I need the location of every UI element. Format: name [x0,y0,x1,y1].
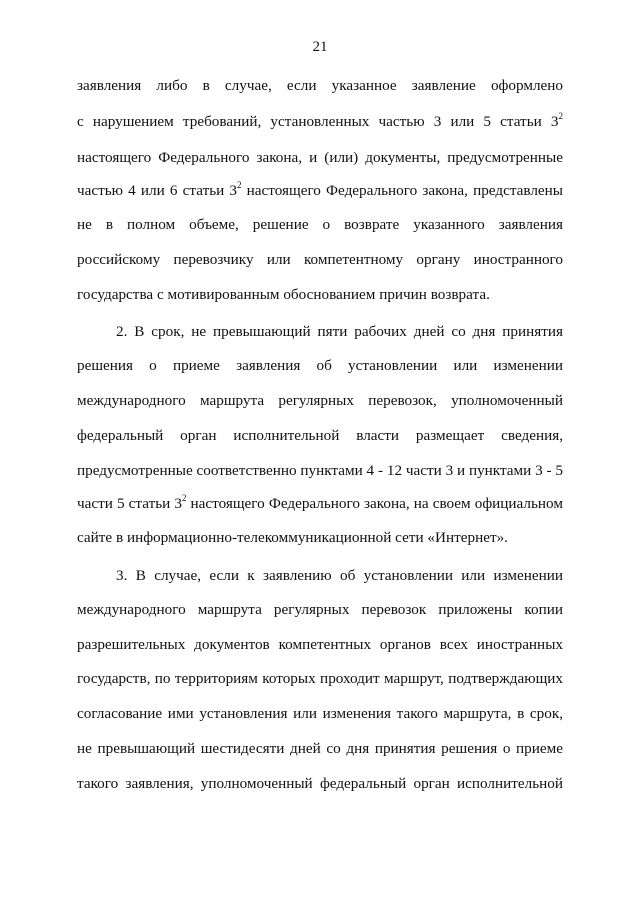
text-line: решения о приеме заявления об установлении или изменении [77,357,563,374]
text-line: российскому перевозчику или компетентному органу иностранного [77,251,563,268]
text-line: настоящего Федерального закона, и (или) документы, предусмотренные [77,149,563,166]
text-line: разрешительных документов компетентных органов всех иностранных [77,636,563,653]
superscript: 2 [181,492,187,503]
text-line: согласование ими установления или изменения такого маршрута, в срок, [77,705,563,722]
text-line: части 5 статьи $3^2$ настоящего Федерального закона, на своем официальном [77,492,563,512]
text-line: 3. В случае, если к заявлению об установлении или изменении [116,567,563,584]
superscript: 2 [558,110,563,121]
page-number: 21 [312,39,328,55]
text-line: международного маршрута регулярных перевозок, уполномоченный [77,392,563,409]
superscript: 2 [237,179,242,190]
text-line: международного маршрута регулярных перевозок приложены копии [77,601,563,618]
text-line: не превышающий шестидесяти дней со дня принятия решения о приеме [77,740,563,757]
text-line: с нарушением требований, установленных частью 3 или 5 статьи $3^2$ [77,110,563,130]
text-line: 2. В срок, не превышающий пяти рабочих дней со дня принятия [116,323,563,340]
text-line: государства с мотивированным обоснованием причин возврата. [77,286,490,303]
text-line: не в полном объеме, решение о возврате указанного заявления [77,216,563,233]
text-line: заявления либо в случае, если указанное заявление оформлено [77,77,563,94]
text-line: такого заявления, уполномоченный федеральный орган исполнительной [77,775,563,792]
text-line: предусмотренные соответственно пунктами 4 - 12 части 3 и пунктами 3 - 5 [77,462,563,479]
text-line: сайте в информационно-телекоммуникационной сети «Интернет». [77,529,508,546]
text-line: государств, по территориям которых проходит маршрут, подтверждающих [77,670,563,687]
text-line: частью 4 или 6 статьи $3^2$ настоящего Федерального закона, представлены [77,179,564,199]
text-line: федеральный орган исполнительной власти размещает сведения, [77,427,563,444]
